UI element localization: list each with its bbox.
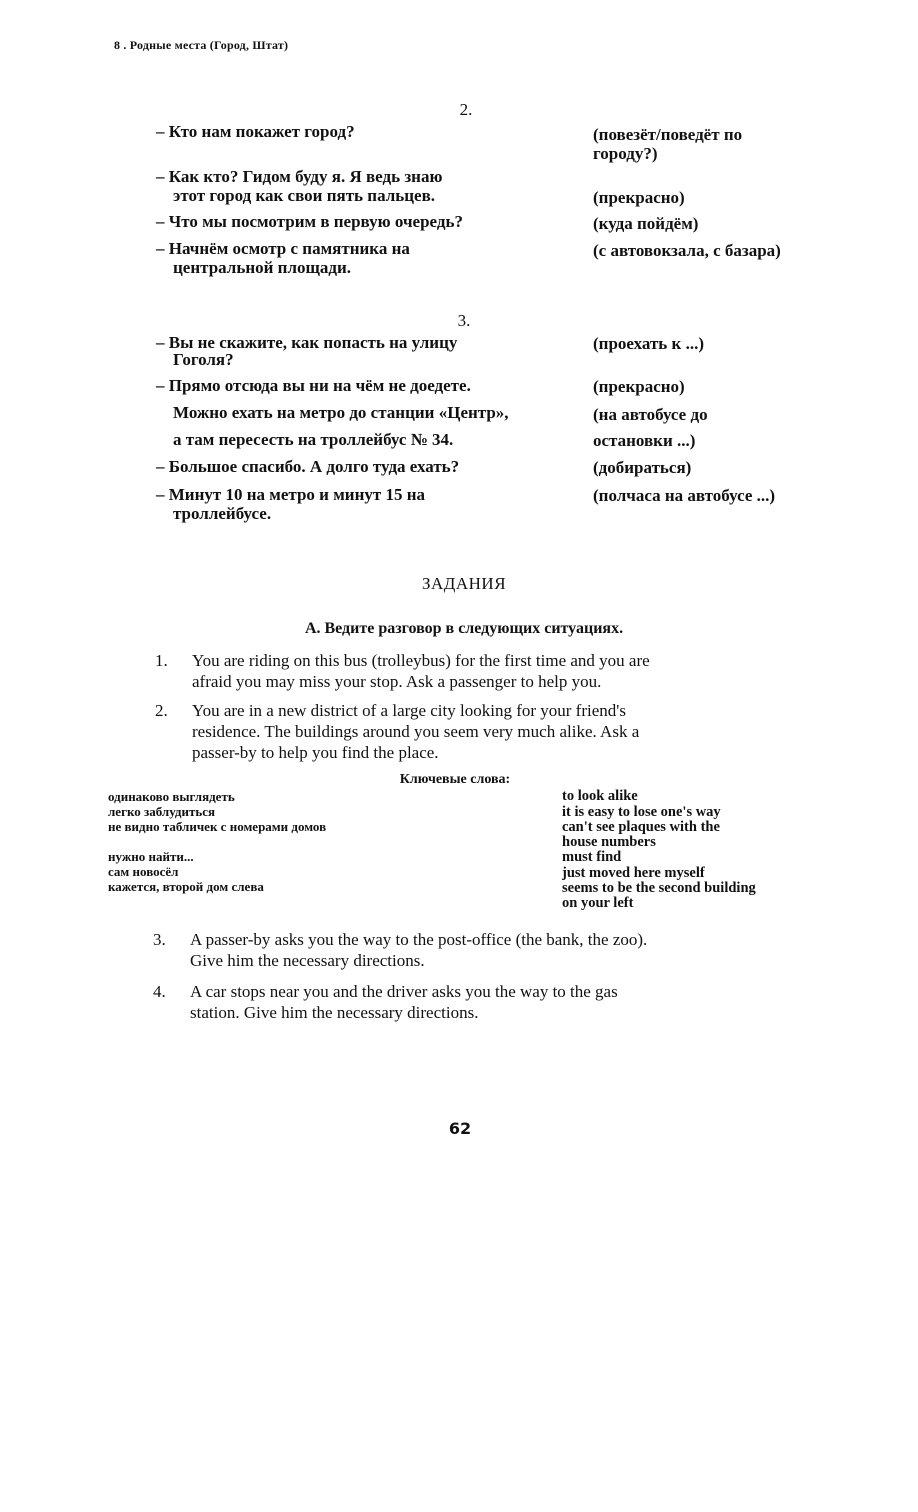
keyword-ru: сам новосёл (108, 864, 179, 879)
dialogue-line: – Начнём осмотр с памятника на (156, 239, 410, 258)
task-number: 3. (153, 930, 166, 949)
dialogue-hint: (с автовокзала, с базара) (593, 241, 781, 260)
dialogue-hint: (на автобусе до (593, 405, 708, 424)
task-text: passer-by to help you find the place. (192, 743, 439, 762)
dialogue-hint: (прекрасно) (593, 377, 685, 396)
keyword-ru: не видно табличек с номерами домов (108, 819, 327, 834)
dialogue-line: а там пересесть на троллейбус № 34. (173, 430, 454, 449)
keyword-en: house numbers (562, 834, 656, 850)
dialogue-line: Гоголя? (173, 350, 234, 369)
dialogue-line: – Кто нам покажет город? (156, 122, 355, 141)
page-number: 62 (448, 1119, 472, 1138)
dialogue-hint: (полчаса на автобусе ...) (593, 486, 776, 505)
task-number: 1. (155, 651, 168, 670)
dialogue-hint: (повезёт/поведёт по (593, 125, 743, 144)
dialogue-line: – Вы не скажите, как попасть на улицу (156, 333, 458, 352)
dialogue-hint: остановки ...) (593, 431, 696, 450)
dialogue-line: – Что мы посмотрим в первую очередь? (156, 212, 463, 231)
task-text: afraid you may miss your stop. Ask a passenger to help you. (192, 672, 602, 691)
section-2-number: 2. (459, 100, 473, 119)
tasks-subtitle: А. Ведите разговор в следующих ситуациях. (304, 620, 624, 637)
keyword-en: seems to be the second building (562, 880, 756, 896)
dialogue-hint: (проехать к ...) (593, 334, 704, 353)
task-item (153, 982, 833, 1022)
dialogue-line: – Большое спасибо. А долго туда ехать? (156, 457, 460, 476)
task-item (153, 930, 833, 970)
task-text: Give him the necessary directions. (190, 951, 425, 970)
keyword-ru: легко заблудиться (108, 804, 216, 819)
task-item (155, 651, 835, 691)
task-text: You are in a new district of a large city looking for your friend's (192, 701, 626, 720)
dialogue-line: – Прямо отсюда вы ни на чём не доедете. (156, 376, 471, 395)
keyword-en: it is easy to lose one's way (562, 804, 721, 820)
keyword-en: must find (562, 849, 622, 865)
task-number: 4. (153, 982, 166, 1001)
task-number: 2. (155, 701, 168, 720)
dialogue-line: – Как кто? Гидом буду я. Я ведь знаю (156, 167, 443, 186)
dialogue-line: Можно ехать на метро до станции «Центр», (173, 403, 509, 422)
task-text: residence. The buildings around you seem very much alike. Ask a (192, 722, 640, 741)
task-text: A passer-by asks you the way to the post-office (the bank, the zoo). (190, 930, 648, 949)
section-3-number: 3. (457, 311, 471, 330)
keyword-en: to look alike (562, 788, 638, 804)
dialogue-hint: городу?) (593, 144, 658, 163)
keyword-ru: кажется, второй дом слева (108, 879, 264, 894)
running-header: 8 . Родные места (Город, Штат) (114, 38, 289, 52)
dialogue-line: этот город как свои пять пальцев. (173, 186, 436, 205)
dialogue-hint: (добираться) (593, 458, 692, 477)
task-text: You are riding on this bus (trolleybus) for the first time and you are (192, 651, 650, 670)
keyword-ru: нужно найти... (108, 849, 194, 864)
dialogue-hint: (куда пойдём) (593, 214, 699, 233)
tasks-heading: ЗАДАНИЯ (421, 574, 507, 593)
keyword-en: just moved here myself (562, 865, 705, 881)
task-text: A car stops near you and the driver asks you the way to the gas (190, 982, 618, 1001)
dialogue-line: троллейбусе. (173, 504, 272, 523)
keyword-en: on your left (562, 895, 634, 911)
keywords-title: Ключевые слова: (399, 772, 511, 787)
dialogue-hint: (прекрасно) (593, 188, 685, 207)
keyword-en: can't see plaques with the (562, 819, 720, 835)
task-text: station. Give him the necessary directions. (190, 1003, 479, 1022)
dialogue-line: – Минут 10 на метро и минут 15 на (156, 485, 426, 504)
task-item (155, 701, 835, 761)
dialogue-line: центральной площади. (173, 258, 351, 277)
keyword-ru: одинаково выглядеть (108, 789, 235, 804)
